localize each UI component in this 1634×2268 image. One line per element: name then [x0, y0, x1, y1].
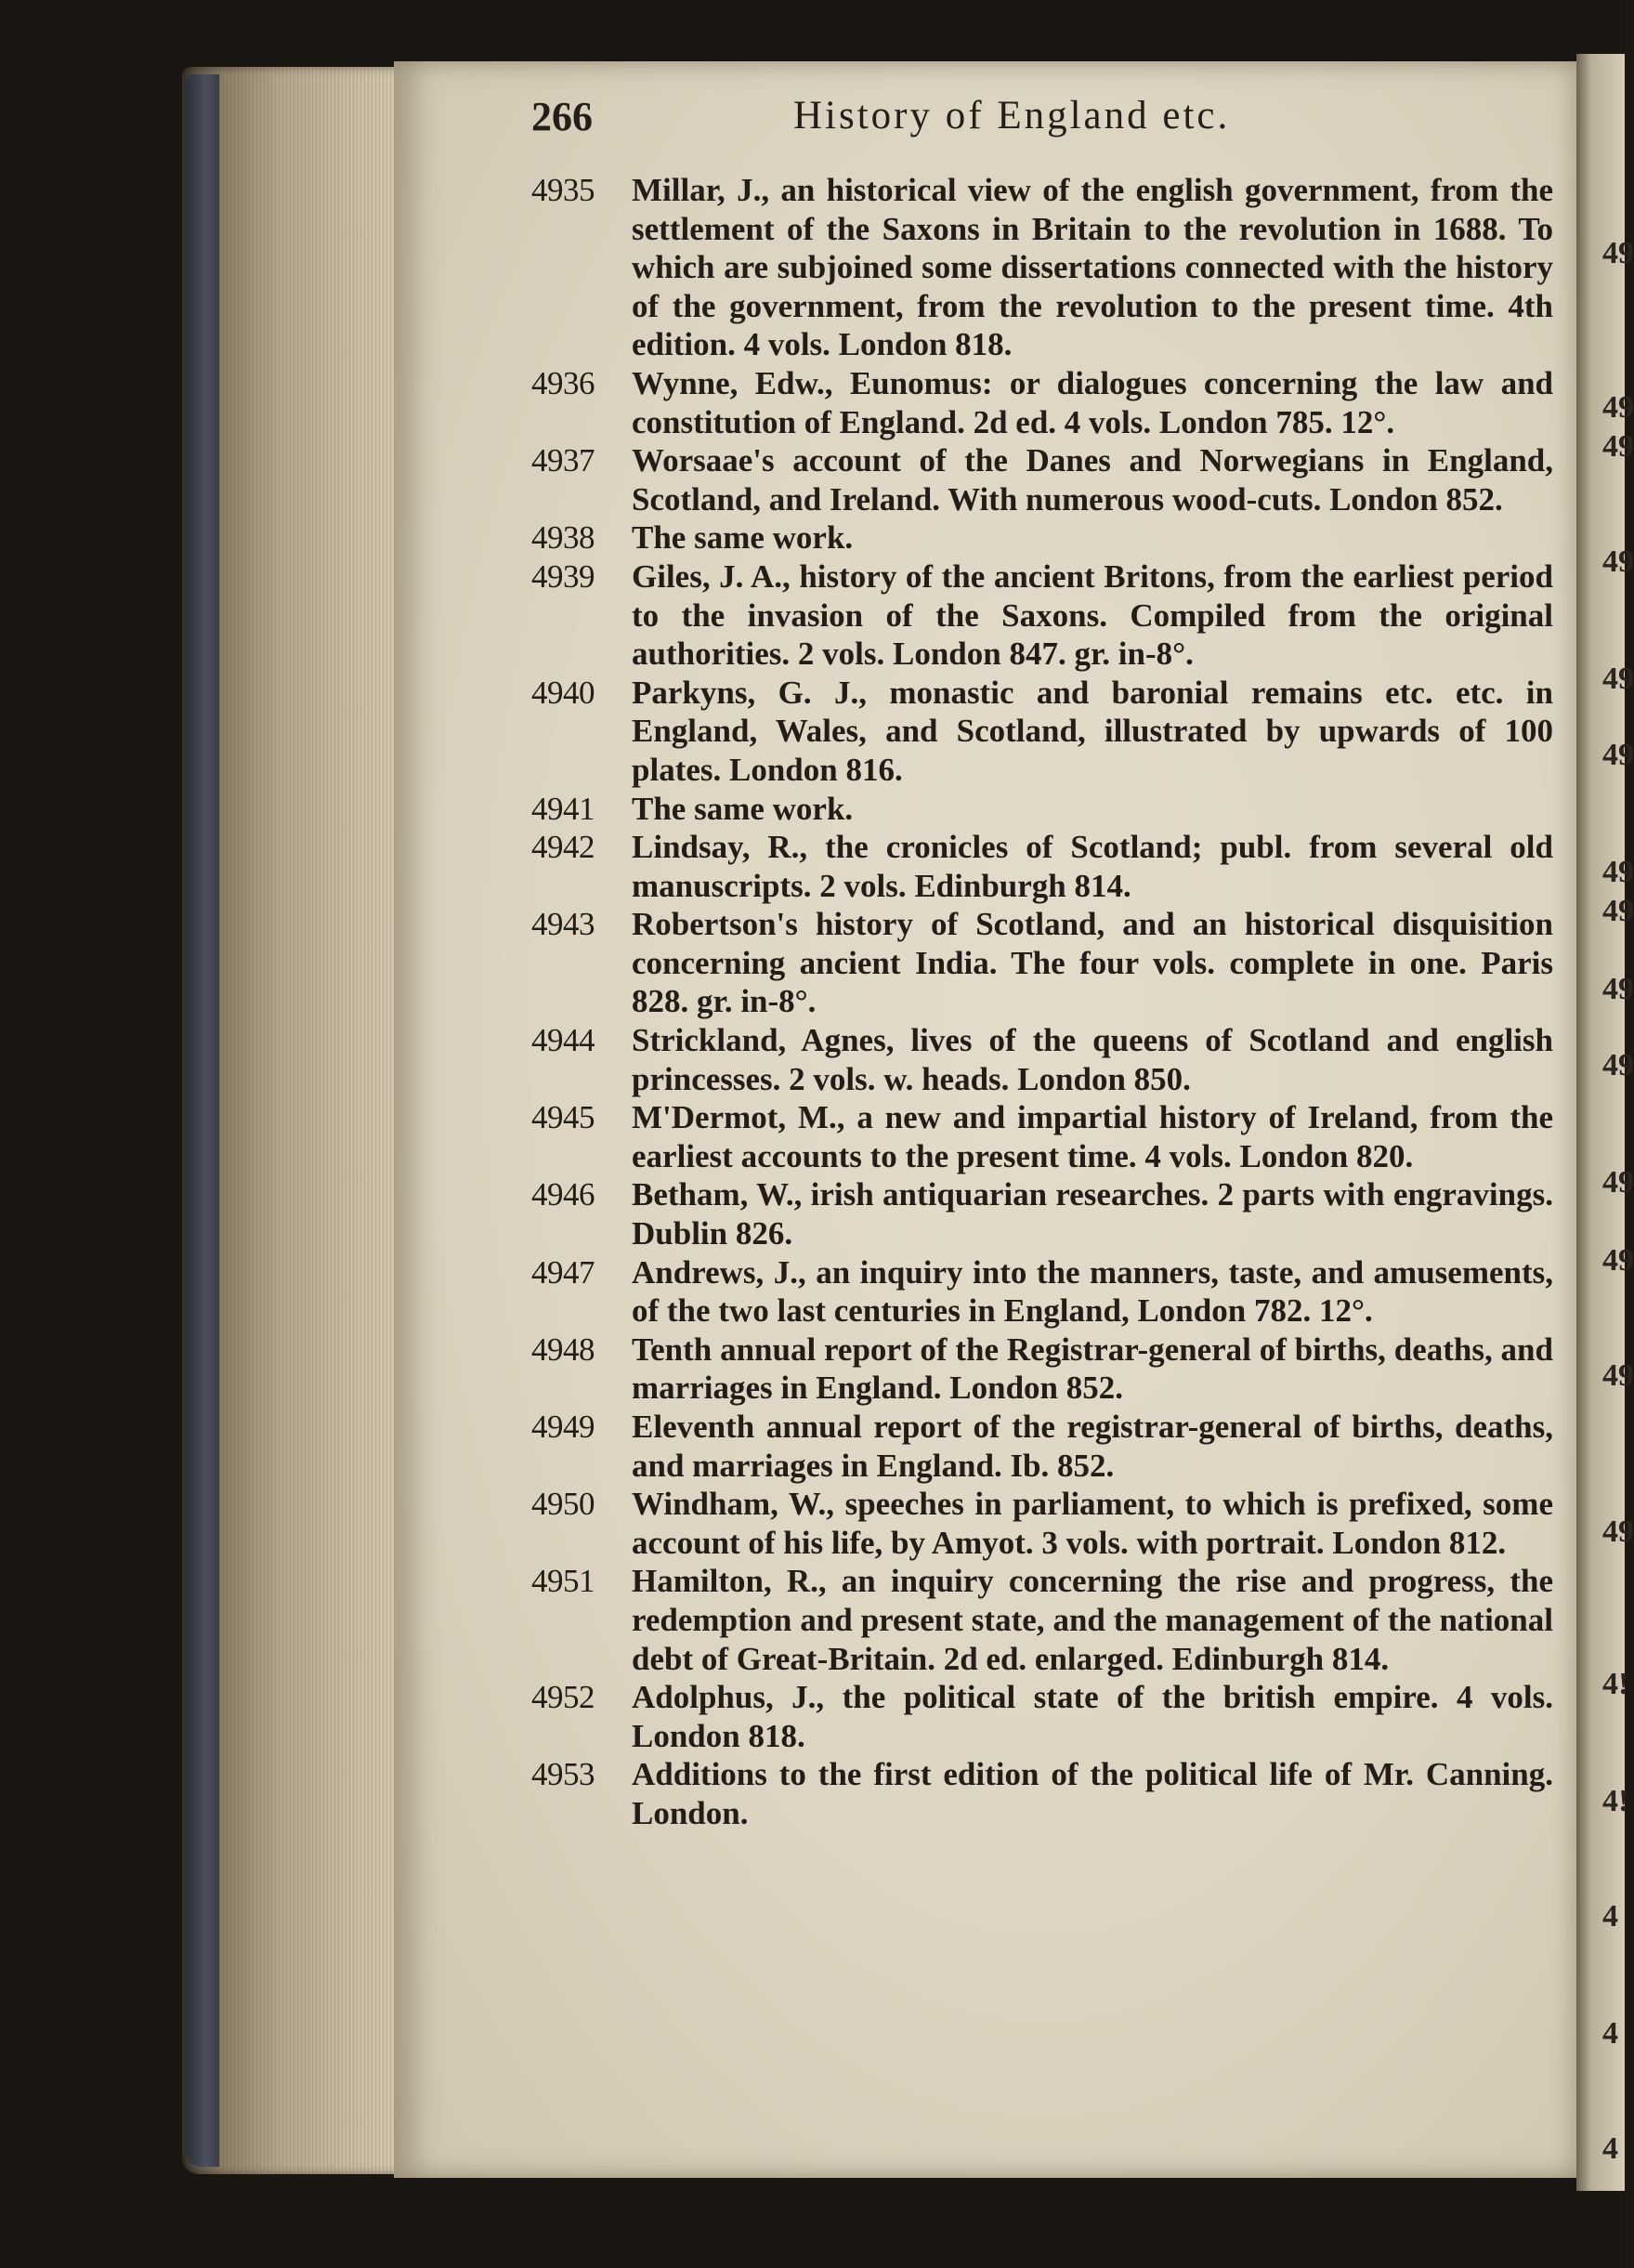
- catalogue-entry: [531, 1678, 1553, 1755]
- book-cover-edge: [186, 74, 219, 2167]
- catalogue-entry: [531, 364, 1553, 441]
- entry-text: The same work.: [632, 519, 854, 557]
- entry-text: Giles, J. A., history of the ancient Britons, from the earliest period to the invasion of the Saxons. Compiled from the original authorities. 2 vols. London 847. gr. in-8°.: [632, 557, 1553, 673]
- entry-number: 4948: [531, 1331, 595, 1368]
- next-page-fragment: 4: [1602, 1899, 1618, 1934]
- entry-text: Strickland, Agnes, lives of the queens of Scotland and english princesses. 2 vols. w. heads. London 850.: [632, 1022, 1553, 1097]
- entry-number: 4936: [531, 364, 595, 401]
- entry-text: Andrews, J., an inquiry into the manners, taste, and amusements, of the two last centuries in England, London 782. 12°.: [632, 1253, 1553, 1330]
- entry-number: 4943: [531, 906, 595, 943]
- page-number: 266: [531, 94, 593, 139]
- entry-text: Worsaae's account of the Danes and Norwegians in England, Scotland, and Ireland. With numerous wood-cuts. London 852.: [632, 442, 1553, 518]
- next-page-fragment: 49: [1602, 894, 1634, 928]
- entry-number: 4942: [531, 829, 595, 866]
- catalogue-entry: [531, 441, 1553, 518]
- next-page-fragment: 4: [1602, 2131, 1618, 2166]
- entry-text: Hamilton, R., an inquiry concerning the rise and progress, the redemption and present state, and the management of the national debt of Great-Britain. 2d ed. enlarged. Edinburgh 814.: [632, 1563, 1553, 1677]
- entry-number: 4950: [531, 1486, 595, 1523]
- catalogue-entry: [531, 171, 1553, 364]
- catalogue-entry: [531, 1253, 1553, 1331]
- entry-number: 4937: [531, 442, 595, 479]
- catalogue-entry: [531, 518, 1553, 557]
- entry-number: 4940: [531, 674, 595, 711]
- next-page-fragment: 49: [1602, 1358, 1634, 1393]
- entry-number: 4941: [531, 790, 595, 827]
- next-page-fragment: 49: [1602, 1243, 1634, 1278]
- catalogue-entry: [531, 1098, 1553, 1175]
- entry-text: Millar, J., an historical view of the english government, from the settlement of the Saxons in Britain to the revolution in 1688. To which are subjoined some dissertations connected with the history of the government, from the revolution to the present time. 4th edition. 4 vols. London 818.: [632, 172, 1553, 363]
- next-page-fragment: 49: [1602, 662, 1634, 696]
- catalogue-entry: [531, 828, 1553, 905]
- catalogue-entry: [531, 790, 1553, 829]
- next-page-fragment: 49: [1602, 738, 1634, 772]
- entry-text: Tenth annual report of the Registrar-general of births, deaths, and marriages in England. London 852.: [632, 1331, 1553, 1407]
- entry-number: 4939: [531, 557, 595, 595]
- next-page-fragment: 49: [1602, 429, 1634, 464]
- next-page-fragment: 49: [1602, 972, 1634, 1006]
- catalogue-entry: [531, 557, 1553, 674]
- catalogue-entry: [531, 1331, 1553, 1408]
- next-page-fragment: 49: [1602, 1165, 1634, 1200]
- next-page-fragment: 49: [1602, 1048, 1634, 1082]
- catalogue-entry: [531, 674, 1553, 790]
- next-page-fragment: 49: [1602, 390, 1634, 425]
- entry-number: 4953: [531, 1756, 595, 1793]
- entry-number: 4947: [531, 1253, 595, 1291]
- page-header-title: History of England etc.: [793, 94, 1231, 138]
- entry-text: Wynne, Edw., Eunomus: or dialogues concerning the law and constitution of England. 2d ed. 4 vols. London 785. 12°.: [632, 364, 1553, 440]
- catalogue-entry: [531, 1408, 1553, 1485]
- entry-text: Betham, W., irish antiquarian researches. 2 parts with engravings. Dublin 826.: [632, 1176, 1553, 1252]
- catalogue-entry: [531, 1562, 1553, 1678]
- next-page-fragment: 4!: [1602, 1667, 1629, 1701]
- entry-number: 4944: [531, 1022, 595, 1059]
- catalogue-entry: [531, 1755, 1553, 1832]
- catalogue-entry: [531, 1485, 1553, 1562]
- entry-text: Eleventh annual report of the registrar-general of births, deaths, and marriages in England. Ib. 852.: [632, 1409, 1553, 1484]
- entry-text: Windham, W., speeches in parliament, to which is prefixed, some account of his life, by Amyot. 3 vols. with portrait. London 812.: [632, 1486, 1553, 1561]
- entry-text: Parkyns, G. J., monastic and baronial remains etc. etc. in England, Wales, and Scotland, illustrated by upwards of 100 plates. London 816.: [632, 674, 1553, 788]
- entry-number: 4951: [531, 1563, 595, 1600]
- catalogue-entry: [531, 905, 1553, 1021]
- entry-number: 4938: [531, 519, 595, 557]
- entry-text: Additions to the first edition of the political life of Mr. Canning. London.: [632, 1756, 1553, 1831]
- running-head: [531, 93, 1330, 149]
- entry-text: Lindsay, R., the cronicles of Scotland; publ. from several old manuscripts. 2 vols. Edinburgh 814.: [632, 829, 1553, 904]
- entry-text: Robertson's history of Scotland, and an historical disquisition concerning ancient India. The four vols. complete in one. Paris 828. gr. in-8°.: [632, 906, 1553, 1020]
- entry-number: 4935: [531, 172, 595, 208]
- entry-number: 4946: [531, 1176, 595, 1213]
- next-page-fragment: 49: [1602, 236, 1634, 270]
- catalogue-entry: [531, 1175, 1553, 1252]
- entry-number: 4945: [531, 1099, 595, 1136]
- entry-number: 4949: [531, 1409, 595, 1445]
- entry-text: M'Dermot, M., a new and impartial history of Ireland, from the earliest accounts to the present time. 4 vols. London 820.: [632, 1099, 1553, 1174]
- next-page-fragment: 49: [1602, 1514, 1634, 1549]
- next-page-fragment: 4: [1602, 2016, 1618, 2051]
- next-page-fragment: 49: [1602, 544, 1634, 579]
- entry-text: The same work.: [632, 790, 854, 827]
- next-page-fragment: 49: [1602, 855, 1634, 889]
- next-page-edge: [1576, 54, 1634, 2191]
- entry-number: 4952: [531, 1679, 595, 1716]
- catalogue-entry: [531, 1021, 1553, 1098]
- next-page-fragment: 4!: [1602, 1784, 1629, 1818]
- catalogue-entries: [531, 171, 1553, 1833]
- entry-text: Adolphus, J., the political state of the british empire. 4 vols. London 818.: [632, 1679, 1553, 1754]
